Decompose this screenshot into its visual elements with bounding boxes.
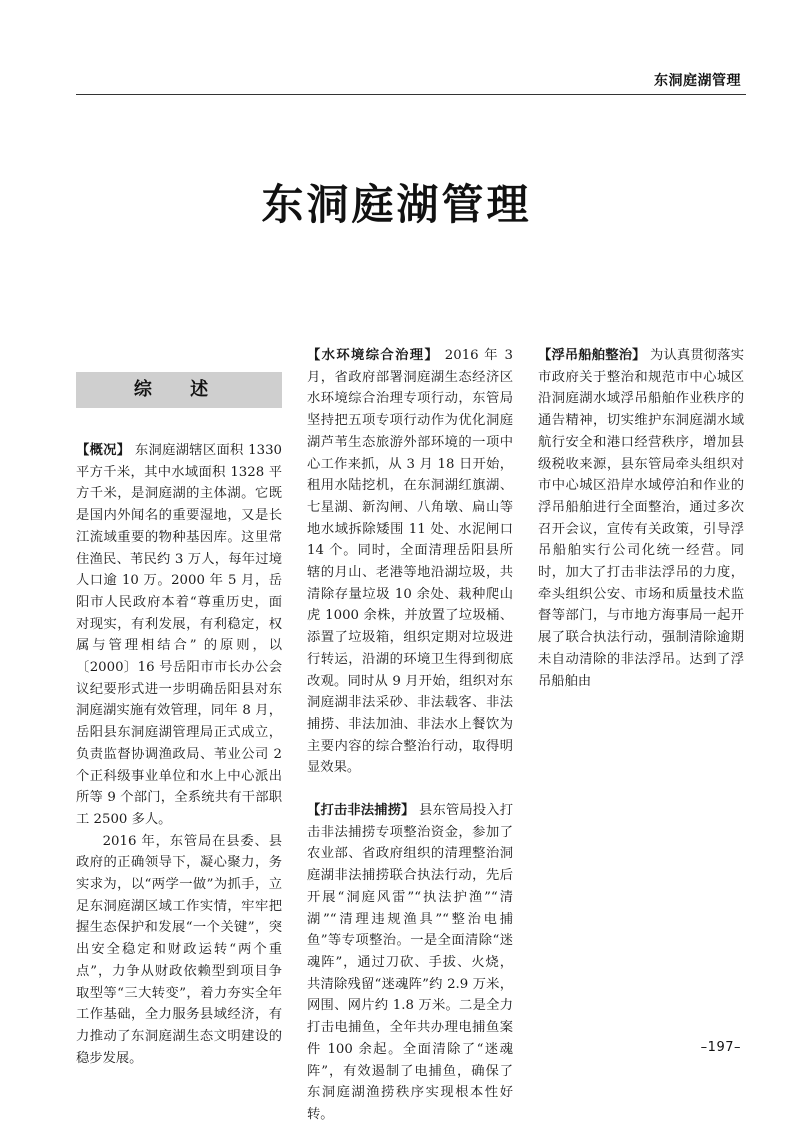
floating-boats-paragraph	[538, 345, 744, 692]
header-rule	[76, 94, 746, 95]
column-3	[538, 345, 744, 692]
overview-text: 东洞庭湖辖区面积 1330 平方千米，其中水域面积 1328 平方千米，是洞庭湖的主体湖。它既是国内外闻名的重要湿地，又是长江流域重要的物种基因库。这里常住渔民、苇民约 3 万人，每年过境人口逾 10 万。2000 年 5 月，岳阳市人民政府本着“尊重历史，面对现实，有利发展，有利稳定，权属与管理相结合” 的原则，以〔2000〕16 号岳阳市市长办公会议纪要形式进一步明确岳阳县对东洞庭湖实施有效管理，同年 8 月，岳阳县东洞庭湖管理局正式成立，负责监督协调渔政局、苇业公司 2 个正科级事业单位和水上中心派出所等 9 个部门，全系统共有干部职工 2500 多人。	[76, 443, 282, 827]
overview-paragraph-2: 2016 年，东管局在县委、县政府的正确领导下，凝心聚力，务实求为，以“两学一做”为抓手，立足东洞庭湖区域工作实情，牢牢把握生态保护和发展“一个关键”，突出安全稳定和财政运转“两个重点”，力争从财政依赖型到项目争取型等“三大转变”，着力夯实全年工作基础，全力服务县域经济，有力推动了东洞庭湖生态文明建设的稳步发展。	[76, 833, 282, 1066]
page-number: –197–	[700, 1040, 741, 1055]
overview-tag: 【概况】	[76, 443, 131, 458]
water-env-tag: 【水环境综合治理】	[307, 348, 440, 363]
overview-paragraph	[76, 440, 282, 831]
illegal-fishing-tag: 【打击非法捕捞】	[307, 803, 415, 819]
water-env-text: 2016 年 3 月，省政府部署洞庭湖生态经济区水环境综合治理专项行动，东管局坚持把五项专项行动作为优化洞庭湖芦苇生态旅游外部环境的一项中心工作来抓，从 3 月 18 日开始，租用水陆挖机，在东洞湖红旗湖、七星湖、新沟闸、八角墩、扁山等地水域拆除矮围 11 处、水泥闸口 14 个。同时，全面清理岳阳县所辖的月山、老港等地沿湖垃圾，共清除存量垃圾 10 余处、栽种爬山虎 1000 余株，并放置了垃圾桶、添置了垃圾箱，组织定期对垃圾进行转运，沿湖的环境卫生得到彻底改观。同时从 9 月开始，组织对东洞庭湖非法采砂、非法载客、非法捕捞、非法加油、非法水上餐饮为主要内容的综合整治行动，取得明显效果。	[307, 348, 513, 776]
water-env-paragraph	[307, 345, 513, 779]
chapter-title: 东洞庭湖管理	[261, 180, 532, 229]
illegal-fishing-text: 县东管局投入打击非法捕捞专项整治资金，参加了农业部、省政府组织的清理整治洞庭湖非法捕捞联合执法行动，先后开展“洞庭风雷”“执法护渔”“清湖”“清理违规渔具”“整治电捕鱼”等专项整治。一是全面清除“迷魂阵”，通过刀砍、手拔、火烧，共清除残留“迷魂阵”约 2.9 万米，网围、网片约 1.8 万米。二是全力打击电捕鱼，全年共办理电捕鱼案件 100 余起。全面清除了“迷魂阵”，有效遏制了电捕鱼，确保了东洞庭湖渔捞秩序实现根本性好转。	[307, 803, 514, 1122]
running-head: 东洞庭湖管理	[654, 73, 741, 89]
section-heading: 综 述	[76, 372, 282, 408]
column-1	[76, 372, 282, 1069]
column-2	[307, 345, 513, 1126]
floating-boats-tag: 【浮吊船舶整治】	[538, 348, 646, 363]
floating-boats-text: 为认真贯彻落实市政府关于整治和规范市中心城区沿洞庭湖水域浮吊船舶作业秩序的通告精神，切实维护东洞庭湖水域航行安全和港口经营秩序，增加县级税收来源，县东管局牵头组织对市中心城区沿岸水域停泊和作业的浮吊船舶进行全面整治，通过多次召开会议，宣传有关政策，引导浮吊船舶实行公司化统一经营。同时，加大了打击非法浮吊的力度，牵头组织公安、市场和质量技术监督等部门，与市地方海事局一起开展了联合执法行动，强制清除逾期未自动清除的非法浮吊。达到了浮吊船舶由	[538, 348, 745, 689]
illegal-fishing-paragraph	[307, 800, 513, 1126]
